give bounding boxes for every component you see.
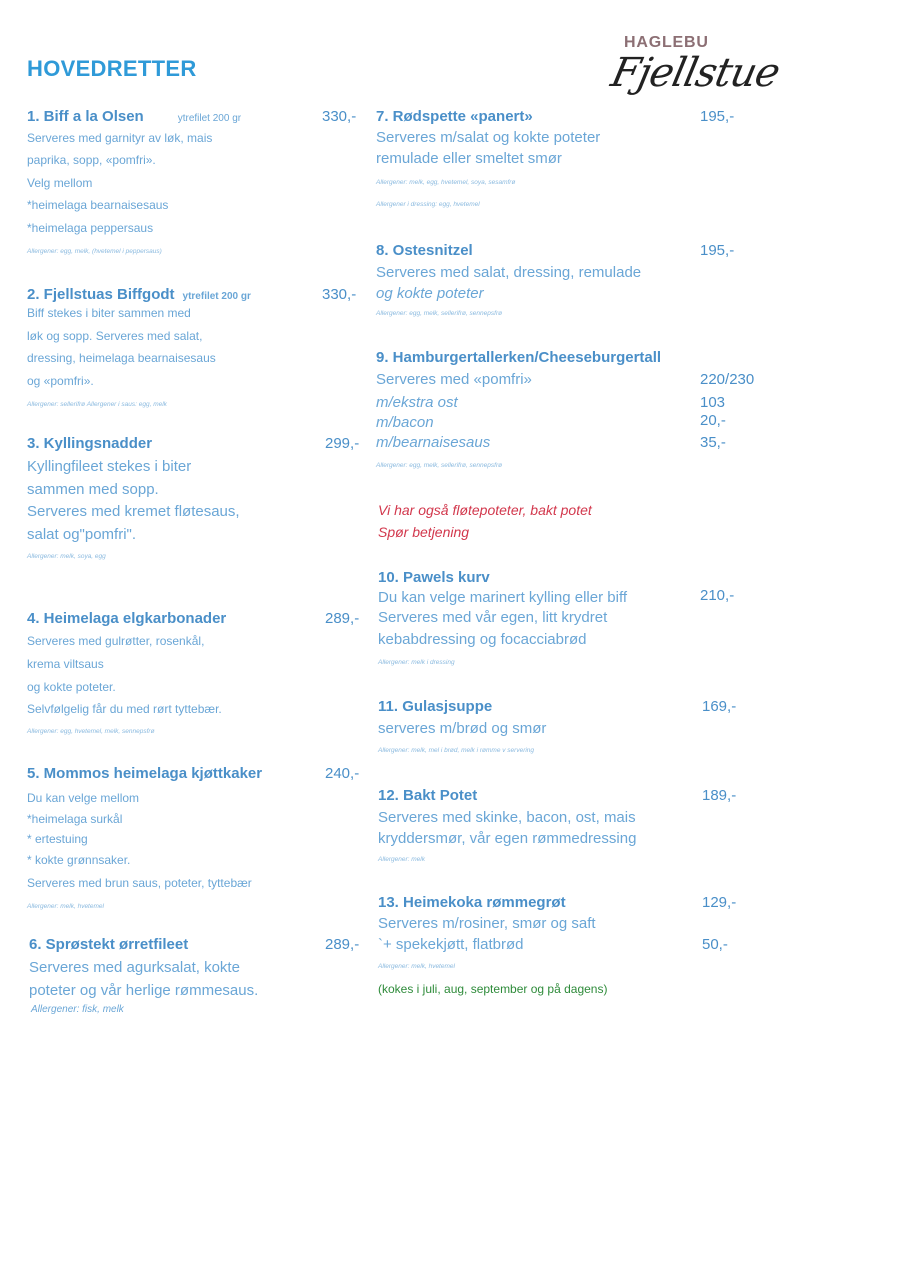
dish-2-title (27, 286, 251, 303)
dish-9-option-bacon-price: 20,- (700, 412, 726, 429)
dish-13-allergens: Allergener: melk, hvetemel (378, 963, 455, 970)
dish-13-desc: Serveres m/rosiner, smør og saft (378, 915, 596, 932)
dish-5-desc: *heimelaga surkål (27, 812, 123, 826)
dish-1-desc: *heimelaga bearnaisesaus (27, 198, 169, 212)
dish-9-option-bearnaise-price: 35,- (700, 434, 726, 451)
dish-8-desc: og kokte poteter (376, 285, 484, 302)
dish-8-price: 195,- (700, 242, 735, 259)
dish-4-allergens: Allergener: egg, hvetemel, melk, sennepsfrø (27, 728, 155, 735)
dish-2-desc: Biff stekes i biter sammen med (27, 306, 191, 320)
dish-4-desc: Serveres med gulrøtter, rosenkål, (27, 634, 205, 648)
dish-1-desc: Serveres med garnityr av løk, mais (27, 131, 213, 145)
dish-10-price: 210,- (700, 587, 735, 604)
dish-4-desc: Selvfølgelig får du med rørt tyttebær. (27, 702, 222, 716)
dish-7-dressing-allergens: Allergener i dressing: egg, hvetemel (376, 201, 480, 208)
dish-13-price: 129,- (702, 894, 737, 911)
dish-1-spec: ytrefilet 200 gr (177, 113, 242, 124)
dish-7-desc: Serveres m/salat og kokte poteter (376, 129, 601, 146)
dish-10-allergens: Allergener: melk i dressing (378, 659, 455, 666)
dish-11-price: 169,- (702, 698, 737, 715)
logo-fjellstue: Fjellstue (607, 50, 784, 96)
dish-10-desc: Serveres med vår egen, litt krydret (378, 609, 608, 626)
dish-2-price: 330,- (322, 286, 357, 303)
dish-5-title: 5. Mommos heimelaga kjøttkaker (27, 765, 263, 782)
dish-4-title: 4. Heimelaga elgkarbonader (27, 610, 227, 627)
dish-4-desc: og kokte poteter. (27, 680, 116, 694)
dish-7-title: 7. Rødspette «panert» (376, 108, 533, 125)
dish-3-allergens: Allergener: melk, soya, egg (27, 553, 106, 560)
dish-12-price: 189,- (702, 787, 737, 804)
dish-8-allergens: Allergener: egg, melk, sellerifrø, sennepsfrø (376, 310, 503, 317)
dish-13-title: 13. Heimekoka rømmegrøt (378, 894, 566, 911)
dish-5-desc: * ertestuing (27, 832, 88, 846)
dish-1-allergens: Allergener: egg, melk, (hvetemel i peppersaus) (27, 248, 162, 255)
dish-4-desc: krema viltsaus (27, 657, 104, 671)
dish-10-title: 10. Pawels kurv (378, 569, 490, 586)
dish-13-addon-price: 50,- (702, 936, 728, 953)
dish-1-desc: paprika, sopp, «pomfri». (27, 153, 156, 167)
dish-2-allergens: Allergener: sellerifrø Allergener i saus: egg, melk (27, 401, 167, 408)
dish-7-allergens: Allergener: melk, egg, hvetemel, soya, sesamfrø (376, 179, 516, 186)
logo-haglebu: HAGLEBU (624, 34, 709, 51)
dish-1-title (27, 108, 241, 125)
dish-9-desc: Serveres med «pomfri» (376, 371, 532, 388)
dish-13-addon: `+ spekekjøtt, flatbrød (378, 936, 524, 953)
dish-3-price: 299,- (325, 435, 360, 452)
dish-5-desc: Serveres med brun saus, poteter, tyttebær (27, 876, 252, 890)
dish-12-title: 12. Bakt Potet (378, 787, 478, 804)
dish-6-allergens: Allergener: fisk, melk (31, 1004, 124, 1015)
dish-3-desc: sammen med sopp. (27, 481, 159, 498)
sides-notice: Vi har også fløtepoteter, bakt potet (378, 502, 592, 518)
dish-10-desc: kebabdressing og focacciabrød (378, 631, 587, 648)
dish-9-price: 220/230 (700, 371, 755, 388)
dish-10-desc: Du kan velge marinert kylling eller biff (378, 589, 628, 606)
dish-11-desc: serveres m/brød og smør (378, 720, 547, 737)
dish-5-desc: * kokte grønnsaker. (27, 853, 131, 867)
dish-12-allergens: Allergener: melk (378, 856, 425, 863)
dish-8-title: 8. Ostesnitzel (376, 242, 473, 259)
dish-5-price: 240,- (325, 765, 360, 782)
dish-12-desc: Serveres med skinke, bacon, ost, mais (378, 809, 636, 826)
dish-1-desc: Velg mellom (27, 176, 93, 190)
dish-9-option-cheese: m/ekstra ost (376, 394, 458, 411)
dish-2-desc: og «pomfri». (27, 374, 94, 388)
dish-1-name: 1. Biff a la Olsen (27, 108, 144, 125)
dish-6-desc: poteter og vår herlige rømmesaus. (29, 982, 259, 999)
ask-staff-notice: Spør betjening (378, 524, 470, 540)
dish-7-desc: remulade eller smeltet smør (376, 150, 562, 167)
dish-2-desc: løk og sopp. Serveres med salat, (27, 329, 203, 343)
dish-9-option-bearnaise: m/bearnaisesaus (376, 434, 491, 451)
dish-2-spec: ytrefilet 200 gr (182, 291, 251, 302)
dish-3-desc: Serveres med kremet fløtesaus, (27, 503, 240, 520)
dish-5-allergens: Allergener: melk, hvetemel (27, 903, 104, 910)
dish-1-desc: *heimelaga peppersaus (27, 221, 154, 235)
dish-3-desc: salat og"pomfri". (27, 526, 137, 543)
dish-1-price: 330,- (322, 108, 357, 125)
dish-11-title: 11. Gulasjsuppe (378, 698, 493, 715)
dish-11-allergens: Allergener: melk, mel i brød, melk i rømme v servering (378, 747, 535, 754)
dish-2-desc: dressing, heimelaga bearnaisesaus (27, 351, 216, 365)
dish-4-price: 289,- (325, 610, 360, 627)
dish-5-desc: Du kan velge mellom (27, 791, 140, 805)
dish-9-option-bacon: m/bacon (376, 414, 434, 431)
dish-9-allergens: Allergener: egg, melk, sellerifrø, sennepsfrø (376, 462, 503, 469)
dish-6-price: 289,- (325, 936, 360, 953)
dish-12-desc: kryddersmør, vår egen rømmedressing (378, 830, 637, 847)
dish-2-name: 2. Fjellstuas Biffgodt (27, 286, 175, 303)
dish-6-title: 6. Sprøstekt ørretfileet (29, 936, 189, 953)
dish-9-title: 9. Hamburgertallerken/Cheeseburgertall (376, 349, 662, 366)
dish-13-availability-note: (kokes i juli, aug, september og på dagens) (378, 982, 608, 996)
dish-8-desc: Serveres med salat, dressing, remulade (376, 264, 642, 281)
dish-9-option-cheese-price: 103 (700, 394, 726, 411)
page-title: HOVEDRETTER (27, 56, 197, 81)
dish-7-price: 195,- (700, 108, 735, 125)
dish-3-desc: Kyllingfileet stekes i biter (27, 458, 192, 475)
dish-3-title: 3. Kyllingsnadder (27, 435, 153, 452)
dish-6-desc: Serveres med agurksalat, kokte (29, 959, 240, 976)
